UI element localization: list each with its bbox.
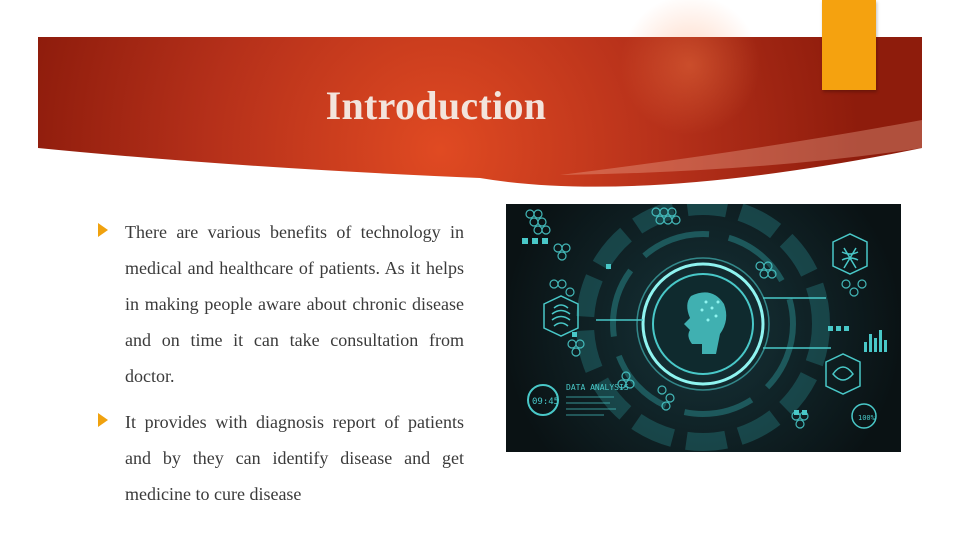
medical-tech-image bbox=[506, 204, 901, 452]
bullet-item bbox=[98, 214, 464, 394]
bullet-text: It provides with diagnosis report of patients and by they can identify disease and get medicine to cure disease bbox=[125, 412, 464, 504]
bullet-list bbox=[98, 214, 464, 522]
slide-title: Introduction bbox=[325, 83, 547, 128]
bullet-arrow-icon bbox=[98, 413, 108, 427]
data-analysis-heading: DATA ANALYSIS bbox=[566, 383, 629, 392]
bullet-item bbox=[98, 404, 464, 512]
percent-readout: 100% bbox=[858, 414, 875, 422]
clock-readout: 09:45 bbox=[532, 397, 560, 407]
bullet-arrow-icon bbox=[98, 223, 108, 237]
decorative-tab bbox=[822, 0, 876, 90]
bullet-text: There are various benefits of technology in medical and healthcare of patients. As it helps in making people aware about chronic disease and on time it can take consultation from doctor. bbox=[125, 222, 464, 386]
